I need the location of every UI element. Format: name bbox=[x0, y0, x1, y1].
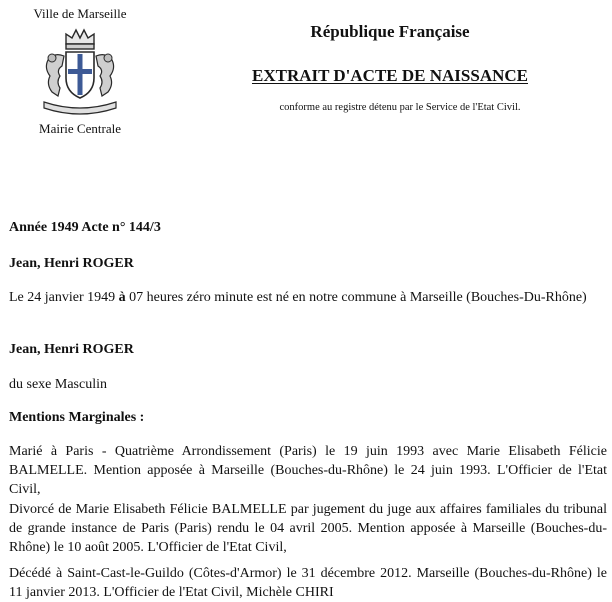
year-act-number: Année 1949 Acte n° 144/3 bbox=[9, 220, 161, 235]
mention-death: Décédé à Saint-Cast-le-Guildo (Côtes-d'Armor) le 31 décembre 2012. Marseille (Bouches-du-Rhône) le 11 janvier 2013. L'Officier de l'Etat Civil, Michèle CHIRI bbox=[9, 566, 607, 600]
birth-statement-part1: Le 24 janvier 1949 bbox=[9, 290, 119, 305]
birth-statement-part2: 07 heures zéro minute est né en notre commune à Marseille (Bouches-Du-Rhône) bbox=[125, 290, 587, 305]
person-name-repeat: Jean, Henri ROGER bbox=[9, 342, 134, 357]
city-seal bbox=[14, 4, 146, 140]
mention-marriage: Marié à Paris - Quatrième Arrondissement (Paris) le 19 juin 1993 avec Marie Elisabeth Félicie BALMELLE. Mention apposée à Marseille (Bouches-du-Rhône) le 24 juin 1993. L'Officier de l'Etat Civil, bbox=[9, 444, 607, 497]
document-title: EXTRAIT D'ACTE DE NAISSANCE bbox=[251, 66, 528, 85]
conformity-note: conforme au registre détenu par le Service de l'Etat Civil. bbox=[279, 102, 521, 113]
republic-heading: République Française bbox=[310, 22, 470, 41]
marginal-mentions-title: Mentions Marginales : bbox=[9, 410, 145, 425]
person-name: Jean, Henri ROGER bbox=[9, 256, 134, 271]
mention-divorce: Divorcé de Marie Elisabeth Félicie BALMELLE par jugement du juge aux affaires familiales du tribunal de grande instance de Paris (Paris) rendu le 04 avril 2005. Mention apposée à Marseille (Bouches-du-Rhône) le 10 août 2005. L'Officier de l'Etat Civil, bbox=[9, 502, 607, 555]
birth-statement-a: à bbox=[118, 290, 126, 305]
seal-city-name: Ville de Marseille bbox=[33, 6, 127, 21]
marseille-coat-of-arms-icon bbox=[36, 26, 124, 120]
seal-mairie-name: Mairie Centrale bbox=[39, 121, 121, 136]
birth-statement bbox=[9, 288, 607, 307]
sex-statement: du sexe Masculin bbox=[9, 377, 107, 392]
